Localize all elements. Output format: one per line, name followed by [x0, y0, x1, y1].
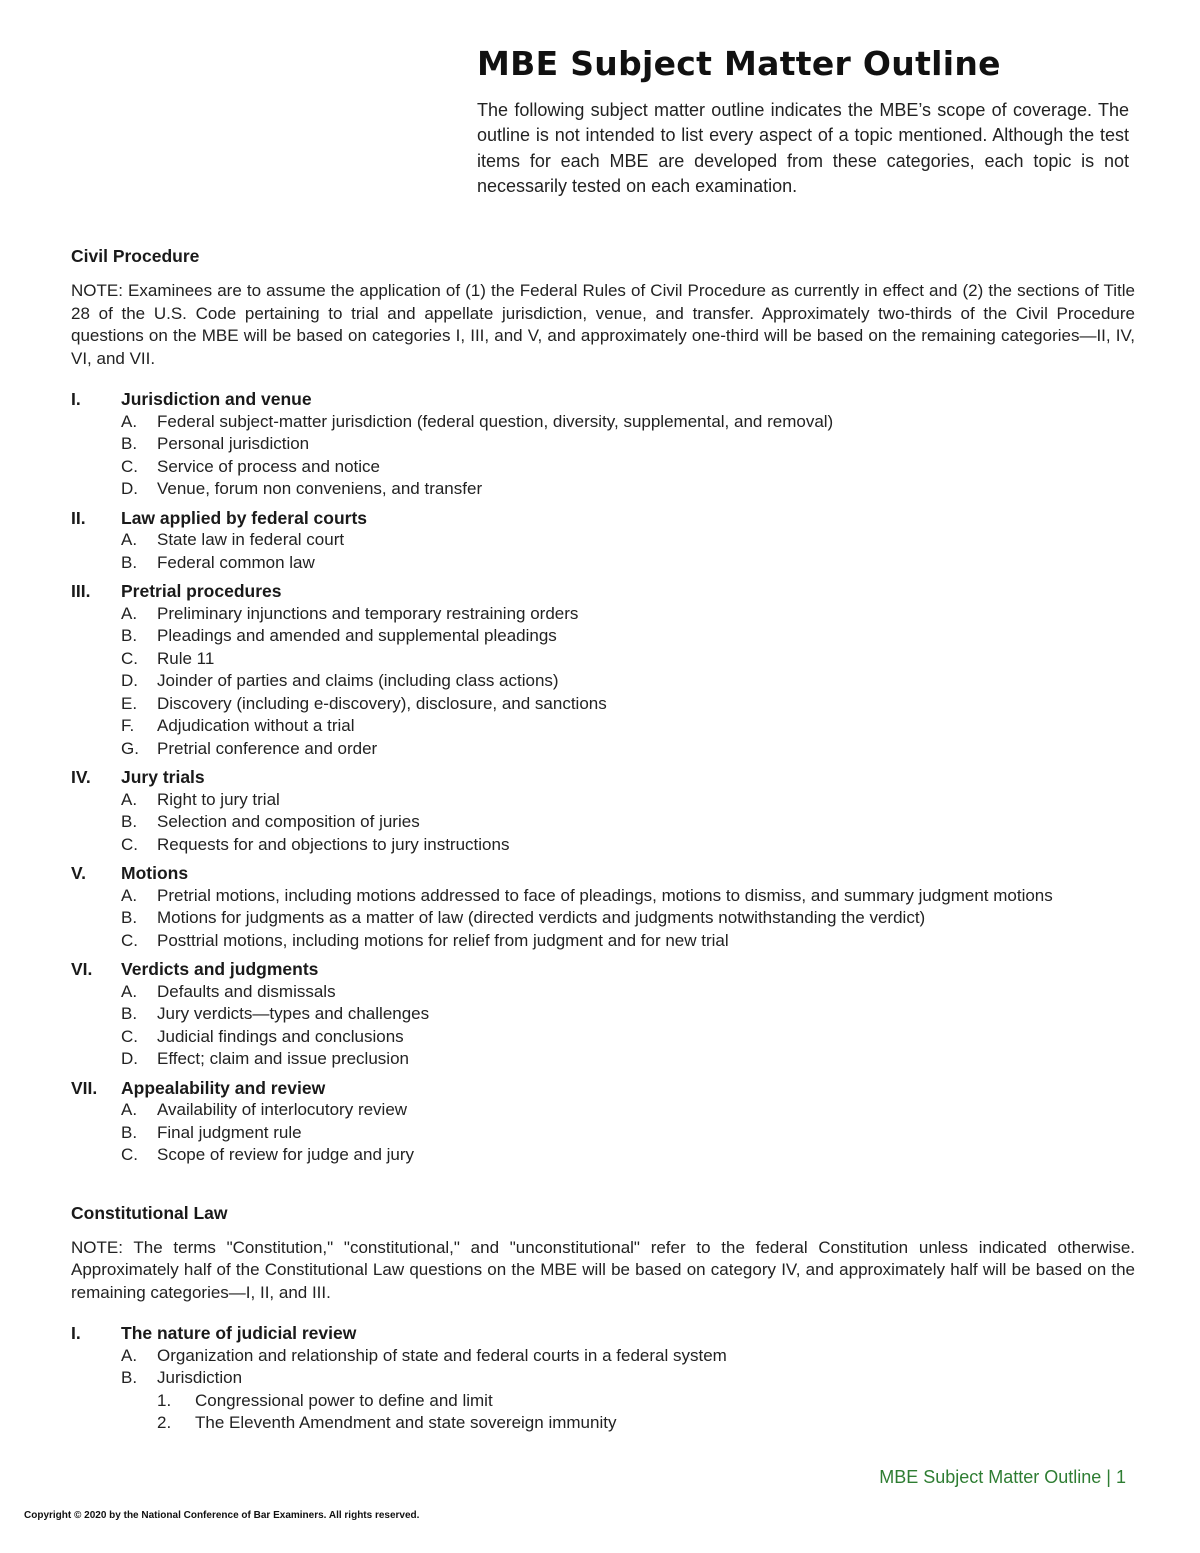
subtopic-letter: B. — [121, 1004, 138, 1023]
subtopic — [121, 715, 1135, 738]
subtopic-text: State law in federal court — [157, 530, 345, 549]
topic-title: Jurisdiction and venue — [121, 389, 312, 409]
subtopic-text: Motions for judgments as a matter of law (directed verdicts and judgments notwithstanding the verdict) — [157, 908, 926, 927]
intro-paragraph: The following subject matter outline indicates the MBE’s scope of coverage. The outline is not intended to list every aspect of a topic mentioned. Although the test items for each MBE are developed from these categories, each topic is not necessarily tested on each examination. — [477, 100, 1129, 196]
topic-title: Jury trials — [121, 767, 205, 787]
subtopic — [121, 1345, 1135, 1368]
subtopic — [121, 1099, 1135, 1122]
subtopic-letter: C. — [121, 834, 138, 854]
subtopic-letter: A. — [121, 981, 138, 1001]
subtopic-text: Pretrial motions, including motions addressed to face of pleadings, motions to dismiss, and summary judgment motions — [157, 885, 1053, 905]
sub-subtopic — [157, 1412, 1135, 1435]
subtopic — [121, 907, 1135, 930]
topic-number: IV. — [71, 767, 91, 787]
subtopic-text: Final judgment rule — [157, 1122, 302, 1142]
topic — [71, 580, 1135, 760]
subtopic — [121, 411, 1135, 434]
subtopic-text: Defaults and dismissals — [157, 981, 336, 1001]
subtopic — [121, 552, 1135, 575]
topic-number: III. — [71, 581, 91, 601]
topic-title: Verdicts and judgments — [121, 959, 319, 979]
subtopic-letter: C. — [121, 456, 138, 476]
subtopic — [121, 1122, 1135, 1145]
subtopic-letter: B. — [121, 908, 138, 927]
topic — [71, 388, 1135, 501]
subtopic — [121, 930, 1135, 953]
topic-number: I. — [71, 389, 81, 409]
subtopic — [121, 603, 1135, 626]
topic — [71, 958, 1135, 1071]
subtopic-letter: D. — [121, 671, 138, 690]
subtopic-letter: C. — [121, 648, 138, 668]
subtopic-letter: D. — [121, 479, 138, 498]
subtopic — [121, 811, 1135, 834]
subtopic — [121, 789, 1135, 812]
footer-page-label: MBE Subject Matter Outline | 1 — [879, 1467, 1126, 1487]
subtopic-text: Federal subject-matter jurisdiction (federal question, diversity, supplemental, and removal) — [157, 411, 834, 431]
civil-procedure-outline — [71, 388, 1135, 1167]
subtopic — [121, 625, 1135, 648]
subtopic-text: Joinder of parties and claims (including class actions) — [157, 671, 559, 690]
topic-number: VI. — [71, 959, 93, 979]
subtopic — [121, 1026, 1135, 1049]
subtopic-letter: A. — [121, 411, 138, 431]
topic-title: Motions — [121, 863, 189, 883]
subtopic — [121, 529, 1135, 552]
sub-subtopic — [157, 1390, 1135, 1413]
subtopic-text: Jury verdicts—types and challenges — [157, 1004, 430, 1023]
topic — [71, 862, 1135, 952]
subtopic-text: Scope of review for judge and jury — [157, 1145, 415, 1164]
subtopic — [121, 1367, 1135, 1435]
topic-title: The nature of judicial review — [121, 1323, 357, 1343]
topic-number: I. — [71, 1323, 81, 1343]
subtopic-letter: B. — [121, 812, 138, 831]
subtopic-letter: A. — [121, 603, 138, 623]
subtopic-letter: C. — [121, 1145, 138, 1164]
subtopic-text: Posttrial motions, including motions for relief from judgment and for new trial — [157, 930, 729, 950]
civil-procedure-note: NOTE: Examinees are to assume the application of (1) the Federal Rules of Civil Procedure as currently in effect and (2) the sections of Title 28 of the U.S. Code pertaining to trial and appellate jurisdiction, venue, and transfer. Approximately two-thirds of the Civil Procedure questions on the MBE will be based on categories I, III, and V, and approximately one-third will be based on the remaining categories—II, IV, VI, and VII. — [71, 281, 1135, 368]
subtopic-text: Preliminary injunctions and temporary restraining orders — [157, 603, 579, 623]
topic-number: VII. — [71, 1077, 98, 1098]
sub-subtopic-number: 1. — [157, 1390, 172, 1410]
sub-subtopic-text: The Eleventh Amendment and state sovereign immunity — [195, 1413, 617, 1432]
subtopic-letter: C. — [121, 1026, 138, 1046]
subtopic-letter: A. — [121, 530, 138, 549]
subtopic-text: Pleadings and amended and supplemental pleadings — [157, 626, 557, 645]
subtopic-letter: A. — [121, 885, 138, 905]
subtopic — [121, 885, 1135, 908]
subtopic-letter: C. — [121, 930, 138, 950]
subtopic-letter: A. — [121, 1100, 138, 1119]
subtopic-text: Venue, forum non conveniens, and transfer — [157, 479, 483, 498]
subtopic-letter: G. — [121, 738, 139, 758]
subtopic — [121, 648, 1135, 671]
subtopic-letter: B. — [121, 626, 138, 645]
subtopic-text: Jurisdiction — [157, 1368, 243, 1387]
subtopic-text: Pretrial conference and order — [157, 738, 378, 758]
subtopic — [121, 834, 1135, 857]
subtopic — [121, 1144, 1135, 1167]
topic — [71, 766, 1135, 856]
subtopic-text: Discovery (including e-discovery), disclosure, and sanctions — [157, 693, 607, 713]
topic-number: V. — [71, 863, 86, 883]
subtopic — [121, 456, 1135, 479]
subtopic-letter: D. — [121, 1049, 138, 1068]
constitutional-law-outline — [71, 1322, 1135, 1435]
subtopic-letter: F. — [121, 716, 135, 735]
section-heading-constitutional-law: Constitutional Law — [71, 1202, 228, 1223]
subtopic — [121, 433, 1135, 456]
subtopic-text: Requests for and objections to jury instructions — [157, 834, 510, 854]
subtopic-letter: B. — [121, 434, 138, 453]
section-heading-civil-procedure: Civil Procedure — [71, 246, 200, 266]
sub-subtopic-number: 2. — [157, 1413, 172, 1432]
subtopic — [121, 1003, 1135, 1026]
subtopic-letter: B. — [121, 1122, 138, 1142]
subtopic-letter: B. — [121, 552, 138, 572]
subtopic — [121, 1048, 1135, 1071]
subtopic-text: Personal jurisdiction — [157, 434, 310, 453]
subtopic-text: Organization and relationship of state and federal courts in a federal system — [157, 1345, 727, 1365]
subtopic-letter: E. — [121, 693, 138, 713]
topic-title: Pretrial procedures — [121, 581, 282, 601]
subtopic-text: Right to jury trial — [157, 789, 280, 809]
topic — [71, 1322, 1135, 1435]
subtopic-text: Adjudication without a trial — [157, 716, 355, 735]
topic-title: Law applied by federal courts — [121, 507, 368, 528]
topic-title: Appealability and review — [121, 1077, 326, 1098]
outline-content — [71, 244, 1135, 1441]
subtopic — [121, 981, 1135, 1004]
subtopic-text: Rule 11 — [157, 648, 215, 668]
subtopic-letter: A. — [121, 789, 138, 809]
topic-number: II. — [71, 507, 86, 528]
subtopic-text: Service of process and notice — [157, 456, 381, 476]
subtopic — [121, 670, 1135, 693]
subtopic-text: Availability of interlocutory review — [157, 1100, 408, 1119]
subtopic-text: Effect; claim and issue preclusion — [157, 1049, 409, 1068]
subtopic-letter: B. — [121, 1368, 138, 1387]
topic — [71, 1077, 1135, 1167]
subtopic-text: Selection and composition of juries — [157, 812, 420, 831]
sub-subtopic-text: Congressional power to define and limit — [195, 1390, 493, 1410]
constitutional-law-note: NOTE: The terms "Constitution," "constitutional," and "unconstitutional" refer to the federal Constitution unless indicated otherwise. Approximately half of the Constitutional Law questions on the MBE will be based on category IV, and approximately half will be based on the remaining categories—I, II, and III. — [71, 1237, 1135, 1302]
subtopic-letter: A. — [121, 1345, 138, 1365]
footer-copyright: Copyright © 2020 by the National Conference of Bar Examiners. All rights reserved. — [24, 1510, 420, 1521]
topic — [71, 507, 1135, 575]
subtopic — [121, 478, 1135, 501]
header — [477, 44, 1129, 199]
subtopic — [121, 738, 1135, 761]
subtopic-text: Federal common law — [157, 552, 315, 572]
page-title: MBE Subject Matter Outline — [477, 44, 1001, 83]
subtopic — [121, 693, 1135, 716]
subtopic-text: Judicial findings and conclusions — [157, 1026, 404, 1046]
